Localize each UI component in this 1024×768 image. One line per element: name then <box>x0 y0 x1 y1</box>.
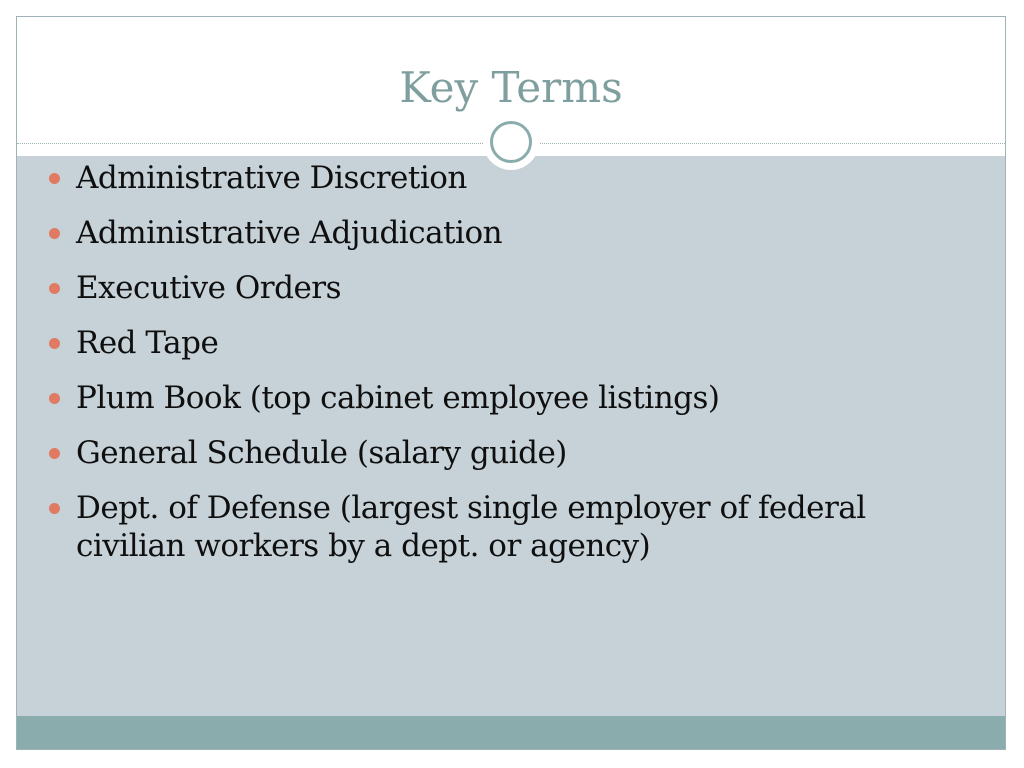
bullet-icon <box>49 283 60 294</box>
term-text: Executive Orders <box>76 270 342 306</box>
list-item <box>46 324 966 362</box>
list-item <box>46 159 966 197</box>
term-text: Plum Book (top cabinet employee listings) <box>76 380 720 416</box>
bullet-icon <box>49 393 60 404</box>
bullet-icon <box>49 338 60 349</box>
term-text: Administrative Adjudication <box>76 215 503 251</box>
bullet-icon <box>49 228 60 239</box>
footer-bar <box>17 716 1005 750</box>
list-item <box>46 214 966 252</box>
bullet-icon <box>49 503 60 514</box>
bullet-icon <box>49 173 60 184</box>
term-text: General Schedule (salary guide) <box>76 435 567 471</box>
term-text: Dept. of Defense (largest single employer of federal civilian workers by a dept. or agency) <box>76 490 866 564</box>
key-terms-list <box>46 159 966 582</box>
term-text: Administrative Discretion <box>76 160 467 196</box>
bullet-icon <box>49 448 60 459</box>
list-item <box>46 379 966 417</box>
circle-ring <box>490 121 532 163</box>
list-item <box>46 269 966 307</box>
list-item <box>46 434 966 472</box>
list-item <box>46 489 966 565</box>
term-text: Red Tape <box>76 325 219 361</box>
slide-title: Key Terms <box>399 63 623 112</box>
